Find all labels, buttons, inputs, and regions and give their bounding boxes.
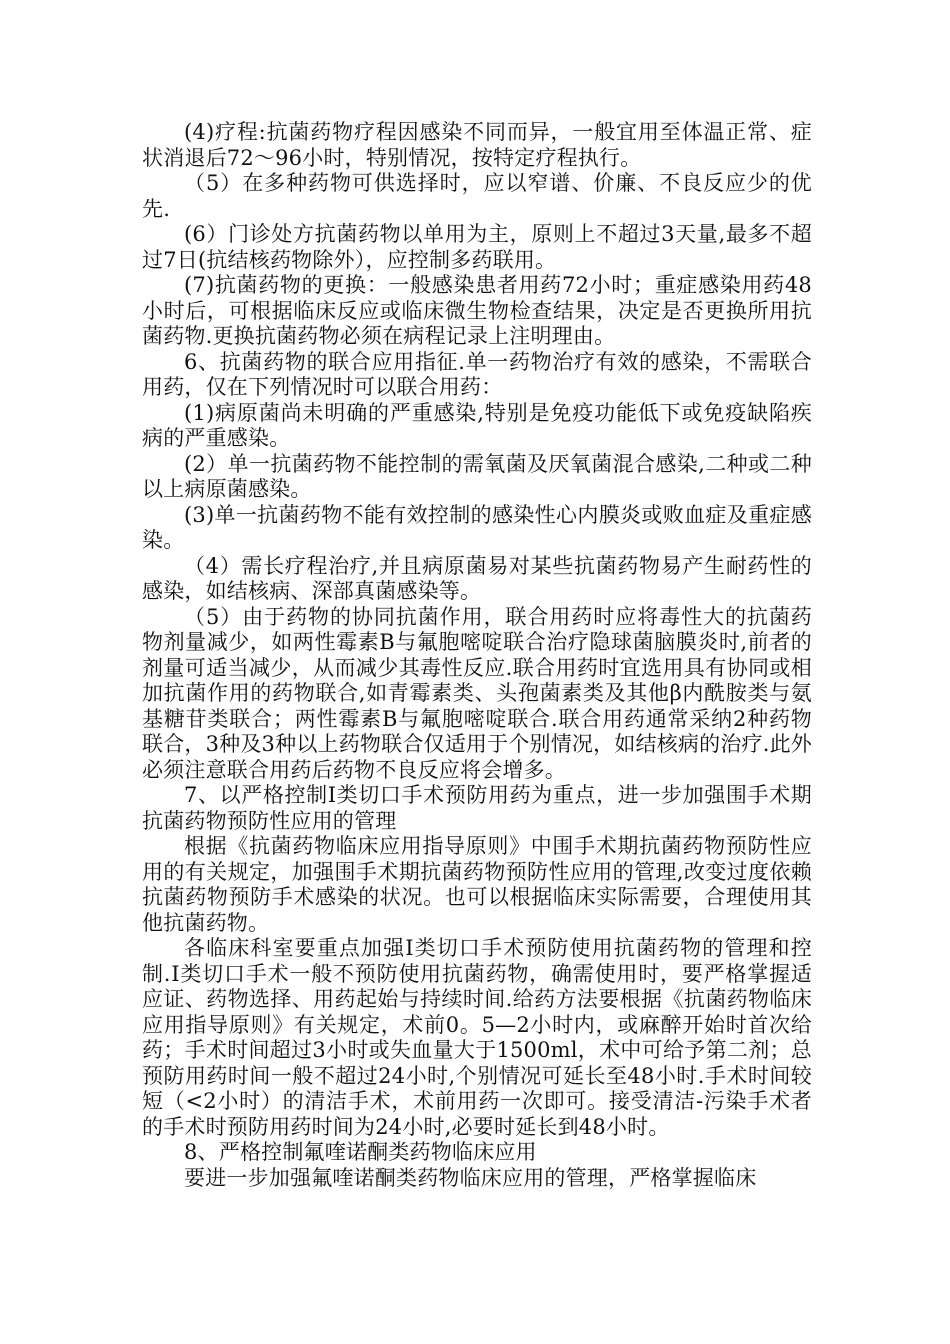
paragraph-indication-4: （4）需长疗程治疗,并且病原菌易对某些抗菌药物易产生耐药性的感染，如结核病、深部真菌感染等。 [142,553,812,603]
paragraph-indication-3: (3)单一抗菌药物不能有效控制的感染性心内膜炎或败血症及重症感染。 [142,502,812,552]
paragraph-drug-selection: （5）在多种药物可供选择时，应以窄谱、价廉、不良反应少的优先. [142,171,812,221]
paragraph-indication-5: （5）由于药物的协同抗菌作用，联合用药时应将毒性大的抗菌药物剂量减少，如两性霉素B与氟胞嘧啶联合治疗隐球菌脑膜炎时,前者的剂量可适当减少，从而减少其毒性反应.联合用药时宜选用具有协同或相加抗菌作用的药物联合,如青霉素类、头孢菌素类及其他β内酰胺类与氨基糖苷类联合；两性霉素B与氟胞嘧啶联合.联合用药通常采纳2种药物联合，3种及3种以上药物联合仅适用于个别情况，如结核病的治疗.此外必须注意联合用药后药物不良反应将会增多。 [142,604,812,782]
paragraph-drug-replacement: (7)抗菌药物的更换：一般感染患者用药72小时；重症感染用药48小时后，可根据临床反应或临床微生物检查结果，决定是否更换所用抗菌药物.更换抗菌药物必须在病程记录上注明理由。 [142,273,812,348]
paragraph-course-of-treatment: (4)疗程:抗菌药物疗程因感染不同而异，一般宜用至体温正常、症状消退后72～96小时，特别情况，按特定疗程执行。 [142,120,812,170]
paragraph-indication-1: (1)病原菌尚未明确的严重感染,特别是免疫功能低下或免疫缺陷疾病的严重感染。 [142,400,812,450]
paragraph-fluoroquinolone-management: 要进一步加强氟喹诺酮类药物临床应用的管理，严格掌握临床 [184,1165,757,1190]
paragraph-perioperative-guidelines: 根据《抗菌药物临床应用指导原则》中围手术期抗菌药物预防性应用的有关规定，加强围手术期抗菌药物预防性应用的管理,改变过度依赖抗菌药物预防手术感染的状况。也可以根据临床实际需要，合理使用其他抗菌药物。 [142,834,812,935]
paragraph-outpatient-prescription: (6）门诊处方抗菌药物以单用为主，原则上不超过3天量,最多不超过7日(抗结核药物除外），应控制多药联用。 [142,222,812,272]
paragraph-indication-2: (2）单一抗菌药物不能控制的需氧菌及厌氧菌混合感染,二种或二种以上病原菌感染。 [142,451,812,501]
section-heading-fluoroquinolones: 8、严格控制氟喹诺酮类药物临床应用 [184,1140,537,1164]
document-body [142,120,812,1191]
section-heading-combination-indications: 6、抗菌药物的联合应用指征.单一药物治疗有效的感染，不需联合用药，仅在下列情况时可以联合用药： [142,349,812,399]
paragraph-clinical-departments: 各临床科室要重点加强Ⅰ类切口手术预防使用抗菌药物的管理和控制.Ⅰ类切口手术一般不预防使用抗菌药物，确需使用时，要严格掌握适应证、药物选择、用药起始与持续时间.给药方法要根据《抗菌药物临床应用指导原则》有关规定，术前0。5—2小时内，或麻醉开始时首次给药；手术时间超过3小时或失血量大于1500ml，术中可给予第二剂；总预防用药时间一般不超过24小时,个别情况可延长至48小时.手术时间较短（<2小时）的清洁手术，术前用药一次即可。接受清洁-污染手术者的手术时预防用药时间为24小时,必要时延长到48小时。 [142,936,812,1139]
section-heading-class-i-incision: 7、以严格控制Ⅰ类切口手术预防用药为重点，进一步加强围手术期抗菌药物预防性应用的管理 [142,783,812,833]
